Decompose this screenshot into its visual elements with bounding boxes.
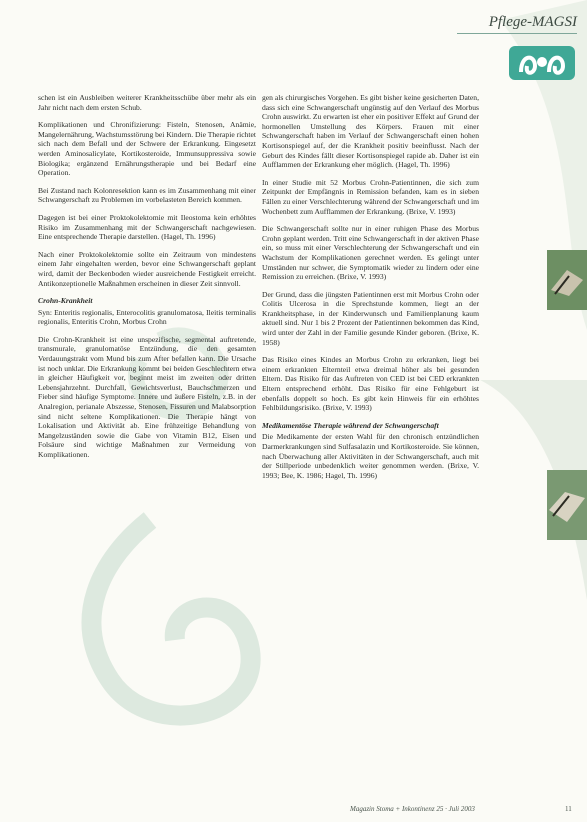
right-column — [262, 93, 479, 488]
page-number: 11 — [565, 805, 572, 813]
paragraph: Dagegen ist bei einer Proktokolektomie mit Ileostoma kein erhöhtes Risiko im Zusammenhang mit der Schwangerschaft nachgewiesen. Eine entsprechende Therapie darstellen. (Hagel, Th. 1996) — [38, 212, 256, 242]
paragraph: In einer Studie mit 52 Morbus Crohn-Patientinnen, die sich zum Zeitpunkt der Empfängnis in Remission befanden, kam es in sieben Fällen zu einer Verschlechterung während der Schwangerschaft und im Wochenbett zum Aufflammen der Erkrankung. (Brixe, V. 1993) — [262, 177, 479, 216]
paragraph: gen als chirurgisches Vorgehen. Es gibt bisher keine gesicherten Daten, dass sich eine Schwangerschaft ungünstig auf den Verlauf des Morbus Crohn auswirkt. Zu erwarten ist eher ein positiver Effekt auf Grund der hormonellen Umstellung des Körpers. Frauen mit einer Schwangerschaft haben im Verlauf der Schwangerschaft einen hohen Kortisonspiegel auf, der die Krankheit positiv beeinflusst. Nach der Geburt des Kindes fällt dieser Kortisonspiegel rapide ab. Daher ist ein Aufflammen der Erkrankung eher möglich. (Hagel, Th. 1996) — [262, 93, 479, 170]
paragraph: Das Risiko eines Kindes an Morbus Crohn zu erkranken, liegt bei einem erkrankten Elternteil etwa dreimal höher als bei gesunden Eltern. Das Risiko für das Auftreten von CED ist bei CED erkrankten Eltern entsprechend erhöht. Das Risiko für eine Fehlgeburt ist ebenfalls doppelt so hoch. Es gibt kein Hinweis für ein erhöhtes Fehlbildungsrisiko. (Brixe, V. 1993) — [262, 355, 479, 413]
paragraph: Die Schwangerschaft sollte nur in einer ruhigen Phase des Morbus Crohn geplant werden. Tritt eine Schwangerschaft in der aktiven Phase ein, so muss mit einer Verschlechterung der Schwangerschaft und ein Wachstum der Komplikationen gerechnet werden. Es gelingt unter Umständen nur schwer, die Symptomatik wieder zu lindern oder eine Remission zu erreichen. (Brixe, V. 1993) — [262, 224, 479, 282]
paragraph: Die Crohn-Krankheit ist eine unspezifische, segmental auftretende, transmurale, granulomatöse Entzündung, die den gesamten Verdauungstrakt vom Mund bis zum After befallen kann. Die Ursache ist noch unklar. Die Erkrankung kommt bei beiden Geschlechtern etwa in gleicher Häufigkeit vor, beginnt meist im zweiten oder dritten Lebensjahrzehnt. Durchfall, Gewichtsverlust, Bauchschmerzen und Fieber sind häufige Symptome. Innere und äußere Fisteln, z.B. in der Analregion, perianale Abszesse, Stenosen, Fissuren und Malabsorption sind nicht seltene Komplikationen. Die Therapie hängt von Lokalisation und Aktivität ab. Eine frühzeitige Behandlung von Mangelzuständen sowie die Gabe von Vitamin B12, Eisen und Folsäure sind wichtige Maßnahmen zur Vermeidung von Komplikationen. — [38, 334, 256, 459]
header-rule — [457, 33, 577, 34]
magsi-logo-icon — [507, 42, 577, 84]
butterfly-image — [547, 470, 587, 540]
section-heading: Medikamentöse Therapie während der Schwangerschaft — [262, 420, 439, 430]
paragraph: schen ist ein Ausbleiben weiterer Krankheitsschübe über mehr als ein Jahr nicht nach dem ersten Schub. — [38, 93, 256, 112]
section-synonyms: Syn: Enteritis regionalis, Enterocolitis granulomatosa, Ileitis terminalis regionalis, Enteritis Crohn, Morbus Crohn — [38, 307, 256, 327]
butterfly-image — [547, 250, 587, 310]
paragraph: Bei Zustand nach Kolonresektion kann es im Zusammenhang mit einer Schwangerschaft zu Problemen im vorbelasteten Bereich kommen. — [38, 185, 256, 205]
brand-title: Pflege-MAGSI — [488, 14, 577, 30]
paragraph: Die Medikamente der ersten Wahl für den chronisch entzündlichen Darmerkrankungen sind Sulfasalazin und Kortikosteroide. Sie können, nach Überwachung aller Aktivitäten in der Schwangerschaft, auch mit der Stillperiode unbedenklich weiter genommen werden. (Brixe, V. 1993; Bee, K. 1986; Hagel, Th. 1996) — [262, 432, 479, 480]
snake-decoration — [91, 520, 250, 716]
section-heading: Crohn-Krankheit — [38, 296, 93, 306]
paragraph: Nach einer Proktokolektomie sollte ein Zeitraum von mindestens einem Jahr eingehalten werden, bevor eine Schwangerschaft geplant wird, damit der Beckenboden wieder ausreichende Festigkeit erreicht. Antikonzeptionelle Maßnahmen erscheinen in dieser Zeit sinnvoll. — [38, 249, 256, 288]
footer-text: Magazin Stoma + Inkontinenz 25 · Juli 2003 — [350, 805, 475, 813]
paragraph: Komplikationen und Chronifizierung: Fisteln, Stenosen, Anämie, Mangelernährung, Wachstumsstörung bei Kindern. Die Therapie richtet sich nach dem Befall und der Schwere der Erkrankung. Eingesetzt werden Aminosalicylate, Kortikosteroide, Immunsuppressiva sowie Biologika; ergänzend Ernährungstherapie und bei Bedarf eine Operation. — [38, 120, 256, 178]
paragraph: Der Grund, dass die jüngsten Patientinnen erst mit Morbus Crohn oder Colitis Ulcerosa in die Sprechstunde kommen, liegt an der Krankheitsphase, in der Kinderwunsch und Familienplanung kaum aktuell sind. Nur 1 bis 2 Prozent der Patientinnen bekommen das Kind, wird unter der Zahl in der Familie gesunde Kinder geboren. (Brixe, K. 1958) — [262, 289, 479, 347]
left-column — [38, 93, 256, 468]
page-header — [457, 14, 577, 84]
